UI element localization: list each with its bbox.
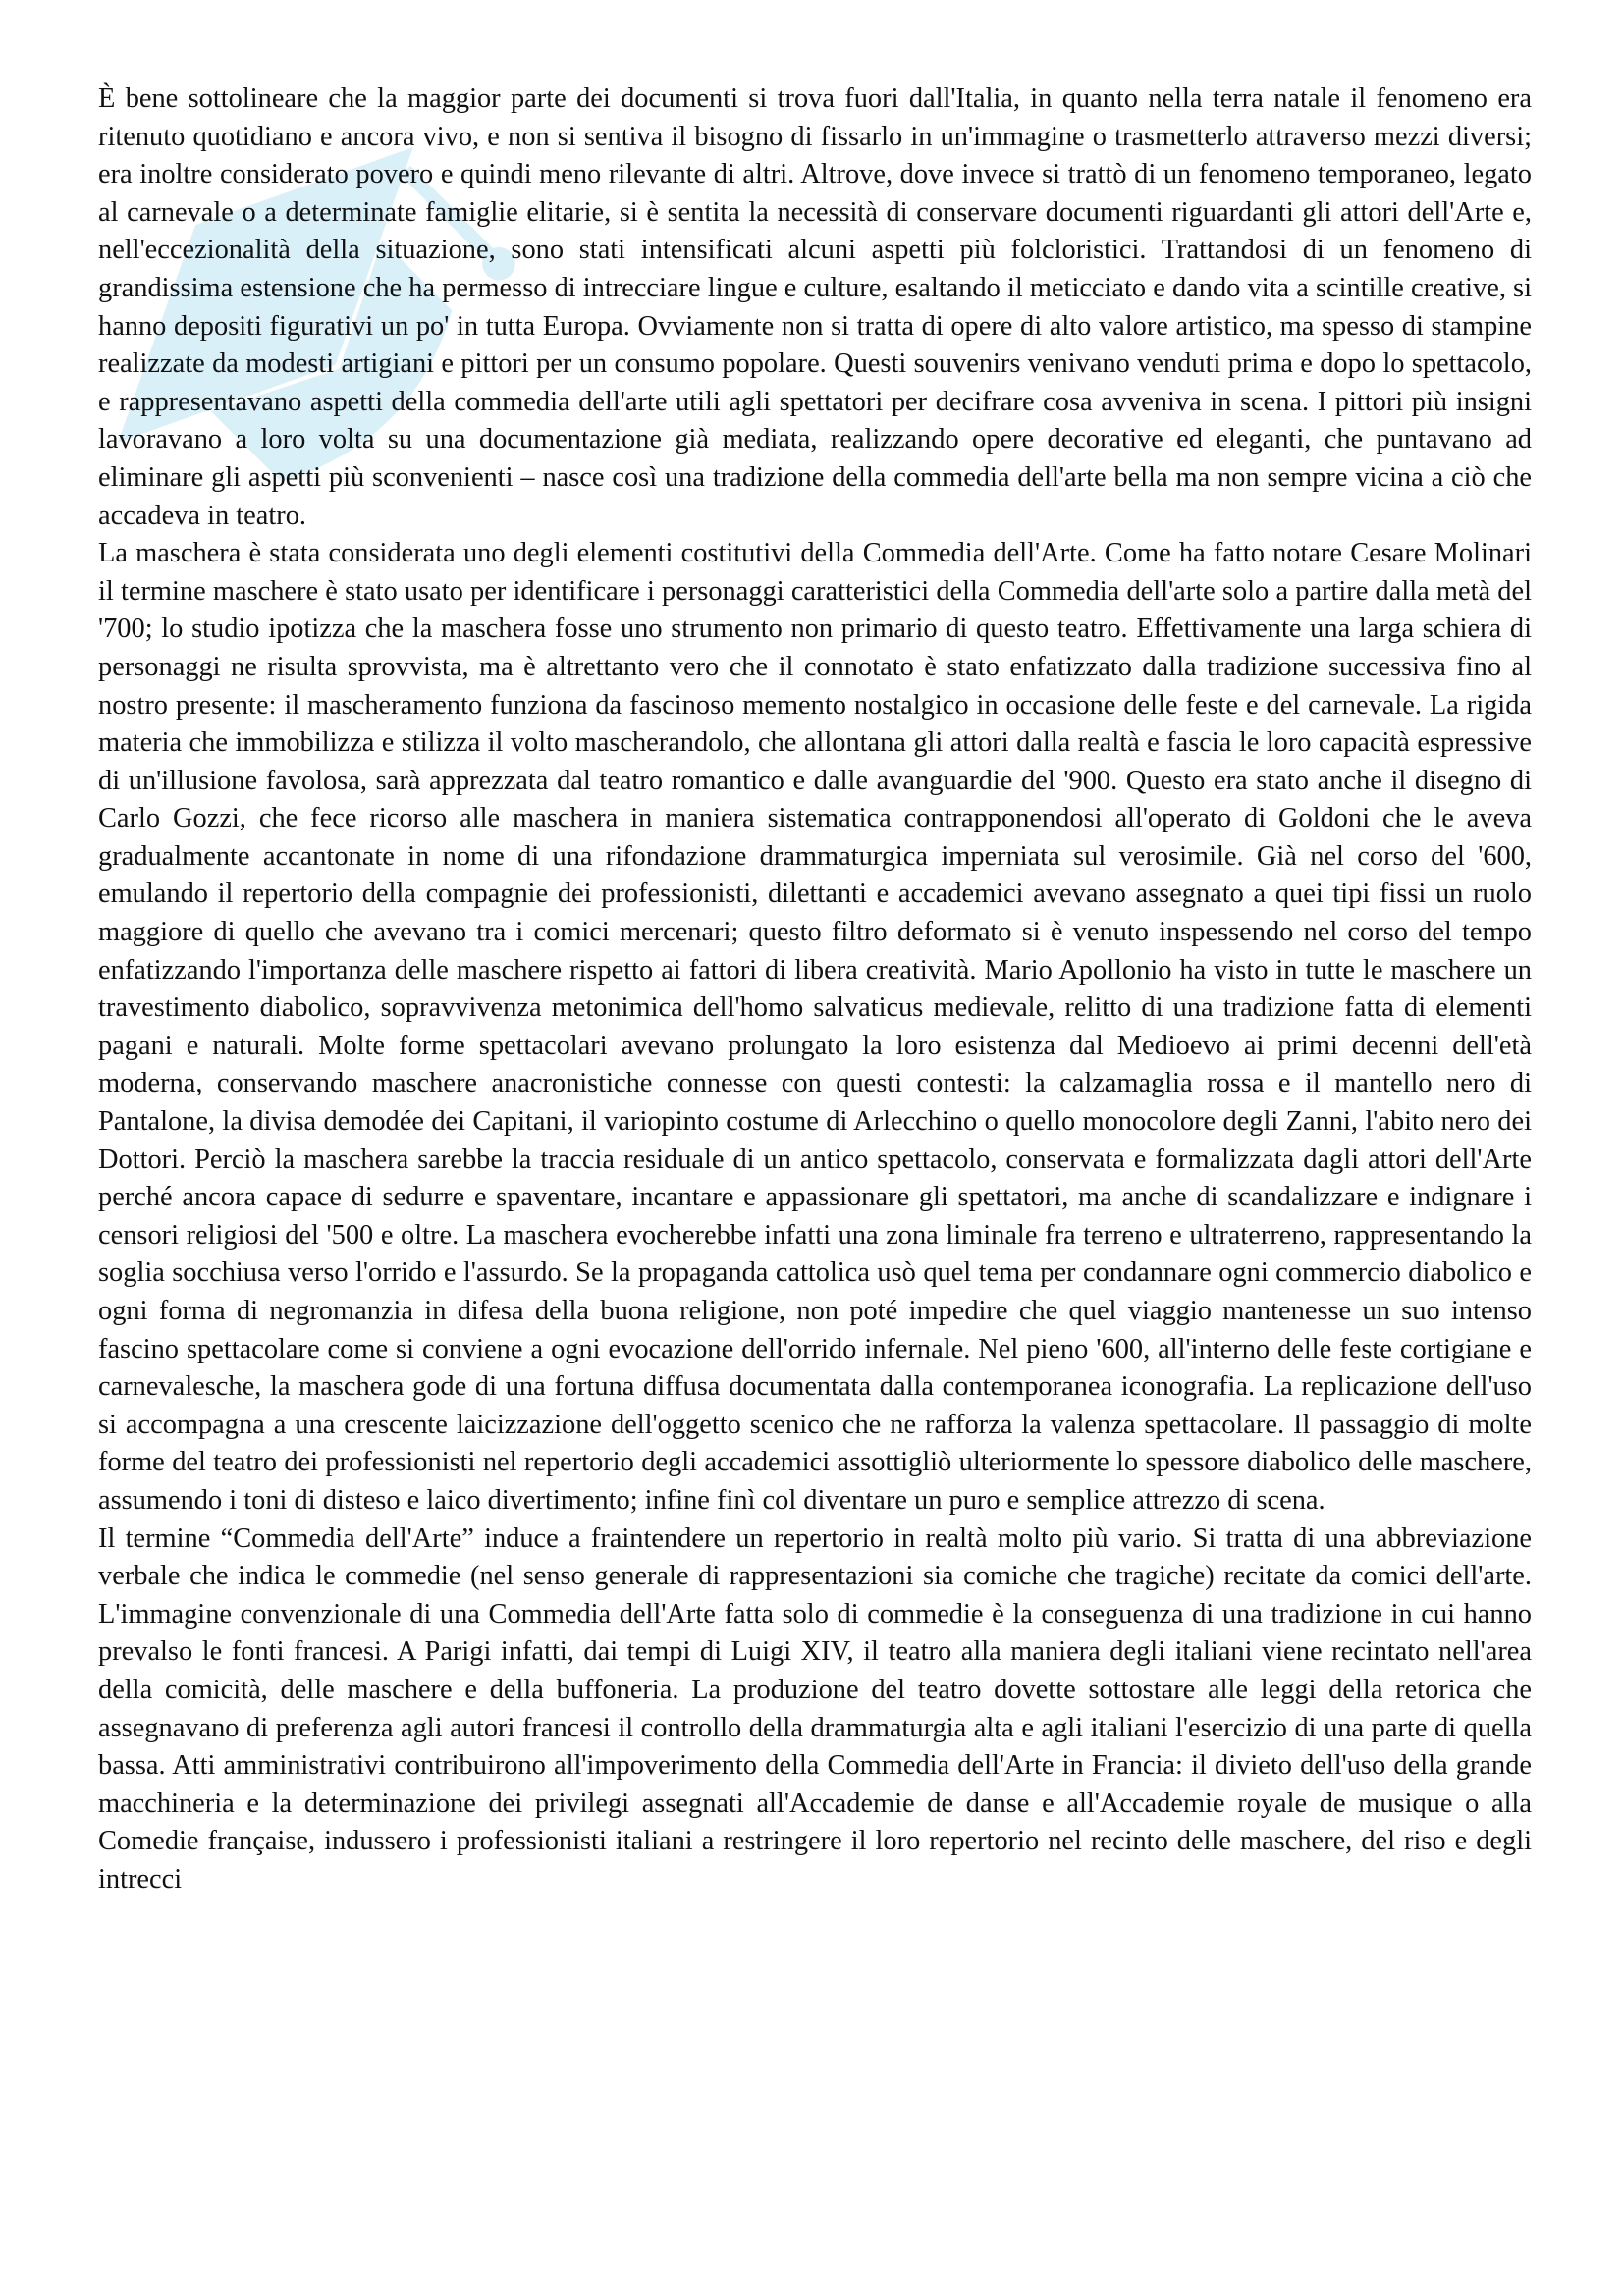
document-body [98,80,1532,1899]
paragraph-documents-abroad: È bene sottolineare che la maggior parte dei documenti si trova fuori dall'Italia, in quanto nella terra natale il fenomeno era ritenuto quotidiano e ancora vivo, e non si sentiva il bisogno di fissarlo in un'immagine o trasmetterlo attraverso mezzi diversi; era inoltre considerato povero e quindi meno rilevante di altri. Altrove, dove invece si trattò di un fenomeno temporaneo, legato al carnevale o a determinate famiglie elitarie, si è sentita la necessità di conservare documenti riguardanti gli attori dell'Arte e, nell'eccezionalità della situazione, sono stati intensificati alcuni aspetti più folcloristici. Trattandosi di un fenomeno di grandissima estensione che ha permesso di intrecciare lingue e culture, esaltando il meticciato e dando vita a scintille creative, si hanno depositi figurativi un po' in tutta Europa. Ovviamente non si tratta di opere di alto valore artistico, ma spesso di stampine realizzate da modesti artigiani e pittori per un consumo popolare. Questi souvenirs venivano venduti prima e dopo lo spettacolo, e rappresentavano aspetti della commedia dell'arte utili agli spettatori per decifrare cosa avveniva in scena. I pittori più insigni lavoravano a loro volta su una documentazione già mediata, realizzando opere decorative ed eleganti, che puntavano ad eliminare gli aspetti più sconvenienti – nasce così una tradizione della commedia dell'arte bella ma non sempre vicina a ciò che accadeva in teatro. [98,83,1532,531]
paragraph-term-commedia: Il termine “Commedia dell'Arte” induce a fraintendere un repertorio in realtà molto più vario. Si tratta di una abbreviazione verbale che indica le commedie (nel senso generale di rappresentazioni sia comiche che tragiche) recitate da comici dell'arte. L'immagine convenzionale di una Commedia dell'Arte fatta solo di commedie è la conseguenza di una tradizione in cui hanno prevalso le fonti francesi. A Parigi infatti, dai tempi di Luigi XIV, il teatro alla maniera degli italiani viene recintato nell'area della comicità, delle maschere e della buffoneria. La produzione del teatro dovette sottostare alle leggi della retorica che assegnavano di preferenza agli autori francesi il controllo della drammaturgia alta e agli italiani l'esercizio di una parte di quella bassa. Atti amministrativi contribuirono all'impoverimento della Commedia dell'Arte in Francia: il divieto dell'uso della grande macchineria e la determinazione dei privilegi assegnati all'Accademie de danse e all'Accademie royale de musique o alla Comedie française, indussero i professionisti italiani a restringere il loro repertorio nel recinto delle maschere, del riso e degli intrecci [98,1522,1532,1895]
paragraph-mask: La maschera è stata considerata uno degli elementi costitutivi della Commedia dell'Arte. Come ha fatto notare Cesare Molinari il termine maschere è stato usato per identificare i personaggi caratteristici della Commedia dell'arte solo a partire dalla metà del '700; lo studio ipotizza che la maschera fosse uno strumento non primario di questo teatro. Effettivamente una larga schiera di personaggi ne risulta sprovvista, ma è altrettanto vero che il connotato è stato enfatizzato dalla tradizione successiva fino al nostro presente: il mascheramento funziona da fascinoso memento nostalgico in occasione delle feste e del carnevale. La rigida materia che immobilizza e stilizza il volto mascherandolo, che allontana gli attori dalla realtà e fascia le loro capacità espressive di un'illusione favolosa, sarà apprezzata dal teatro romantico e dalle avanguardie del '900. Questo era stato anche il disegno di Carlo Gozzi, che fece ricorso alle maschera in maniera sistematica contrapponendosi all'operato di Goldoni che le aveva gradualmente accantonate in nome di una rifondazione drammaturgica imperniata sul verosimile. Già nel corso del '600, emulando il repertorio della compagnie dei professionisti, dilettanti e accademici avevano assegnato a quei tipi fissi un ruolo maggiore di quello che avevano tra i comici mercenari; questo filtro deformato si è venuto inspessendo nel corso del tempo enfatizzando l'importanza delle maschere rispetto ai fattori di libera creatività. Mario Apollonio ha visto in tutte le maschere un travestimento diabolico, sopravvivenza metonimica dell'homo salvaticus medievale, relitto di una tradizione fatta di elementi pagani e naturali. Molte forme spettacolari avevano prolungato la loro esistenza dal Medioevo ai primi decenni dell'età moderna, conservando maschere anacronistiche connesse con questi contesti: la calzamaglia rossa e il mantello nero di Pantalone, la divisa demodée dei Capitani, il variopinto costume di Arlecchino o quello monocolore degli Zanni, l'abito nero dei Dottori. Perciò la maschera sarebbe la traccia residuale di un antico spettacolo, conservata e formalizzata dagli attori dell'Arte perché ancora capace di sedurre e spaventare, incantare e appassionare gli spettatori, ma anche di scandalizzare e indignare i censori religiosi del '500 e oltre. La maschera evocherebbe infatti una zona liminale fra terreno e ultraterreno, rappresentando la soglia socchiusa verso l'orrido e l'assurdo. Se la propaganda cattolica usò quel tema per condannare ogni commercio diabolico e ogni forma di negromanzia in difesa della buona religione, non poté impedire che quel viaggio mantenesse un suo intenso fascino spettacolare come si conviene a ogni evocazione dell'orrido infernale. Nel pieno '600, all'interno delle feste cortigiane e carnevalesche, la maschera gode di una fortuna diffusa documentata dalla contemporanea iconografia. La replicazione dell'uso si accompagna a una crescente laicizzazione dell'oggetto scenico che ne rafforza la valenza spettacolare. Il passaggio di molte forme del teatro dei professionisti nel repertorio degli accademici assottigliò ulteriormente lo spessore diabolico delle maschere, assumendo i toni di disteso e laico divertimento; infine finì col diventare un puro e semplice attrezzo di scena. [98,538,1532,1516]
